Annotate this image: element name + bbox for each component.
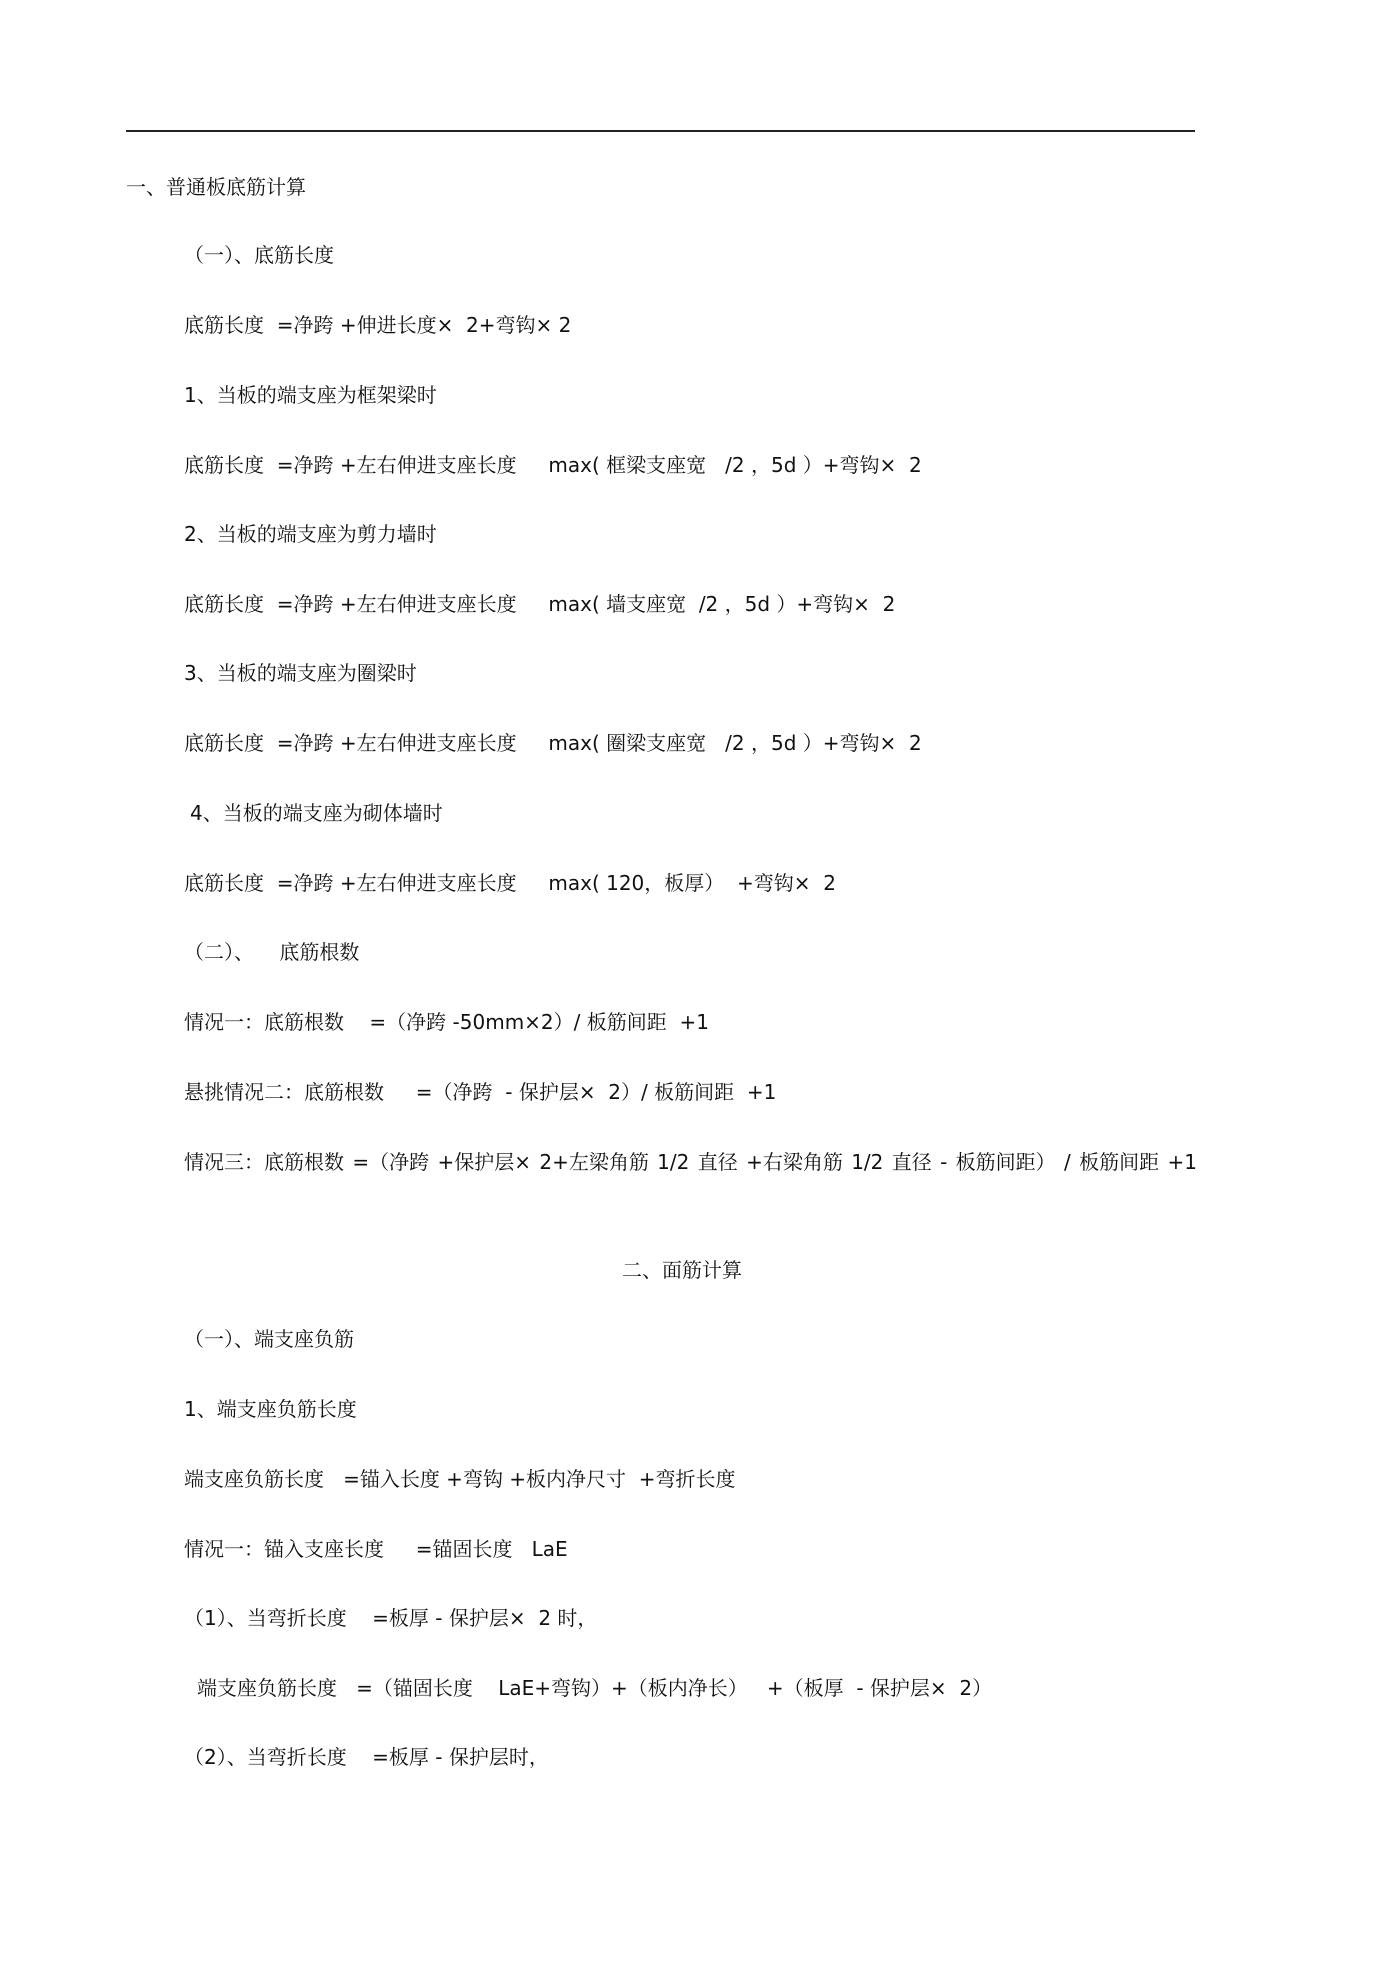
case-subtitle: （1）、当弯折长度 =板厚 - 保护层× 2 时， (184, 1606, 598, 1630)
formula-line: 情况一：底筋根数 =（净跨 -50mm×2）/ 板筋间距 +1 (184, 1010, 709, 1034)
formula-line: 悬挑情况二：底筋根数 =（净跨 - 保护层× 2）/ 板筋间距 +1 (184, 1080, 777, 1104)
formula-line: 底筋长度 =净跨 +左右伸进支座长度 max( 墙支座宽 /2 ，5d ）+弯钩× 2 (184, 592, 896, 616)
formula-line: 端支座负筋长度 =（锚固长度 LaE+弯钩）+（板内净长） +（板厚 - 保护层× 2） (197, 1676, 993, 1700)
header-rule (126, 130, 1195, 132)
formula-line: 底筋长度 =净跨 +左右伸进支座长度 max( 120，板厚） +弯钩× 2 (184, 871, 836, 895)
section-title: 一、普通板底筋计算 (126, 175, 306, 199)
formula-line: 端支座负筋长度 =锚入长度 +弯钩 +板内净尺寸 +弯折长度 (184, 1467, 736, 1491)
formula-line: 底筋长度 =净跨 +左右伸进支座长度 max( 圈梁支座宽 /2 ，5d ）+弯钩× 2 (184, 731, 922, 755)
case-title: 2、当板的端支座为剪力墙时 (184, 522, 437, 546)
case-title: 4、当板的端支座为砌体墙时 (190, 801, 443, 825)
formula-line: 底筋长度 =净跨 +左右伸进支座长度 max( 框梁支座宽 /2 ，5d ）+弯钩× 2 (184, 453, 922, 477)
case-title: 3、当板的端支座为圈梁时 (184, 661, 417, 685)
case-title: 1、当板的端支座为框架梁时 (184, 383, 437, 407)
subsection-title: （二）、 底筋根数 (184, 940, 360, 964)
formula-line: 底筋长度 =净跨 +伸进长度× 2+弯钩× 2 (184, 313, 572, 337)
subsection-title: （一）、端支座负筋 (184, 1327, 354, 1351)
case-title: 情况一：锚入支座长度 =锚固长度 LaE (184, 1537, 568, 1561)
case-subtitle: （2）、当弯折长度 =板厚 - 保护层时， (184, 1745, 549, 1769)
formula-paragraph: 情况三：底筋根数 =（净跨 +保护层× 2+左梁角筋 1/2 直径 +右梁角筋 1/2 直径 - 板筋间距） / 板筋间距 +1 (184, 1150, 1197, 1174)
item-title: 1、端支座负筋长度 (184, 1397, 357, 1421)
section-title: 二、面筋计算 (622, 1258, 742, 1282)
subsection-title: （一）、底筋长度 (184, 243, 334, 267)
